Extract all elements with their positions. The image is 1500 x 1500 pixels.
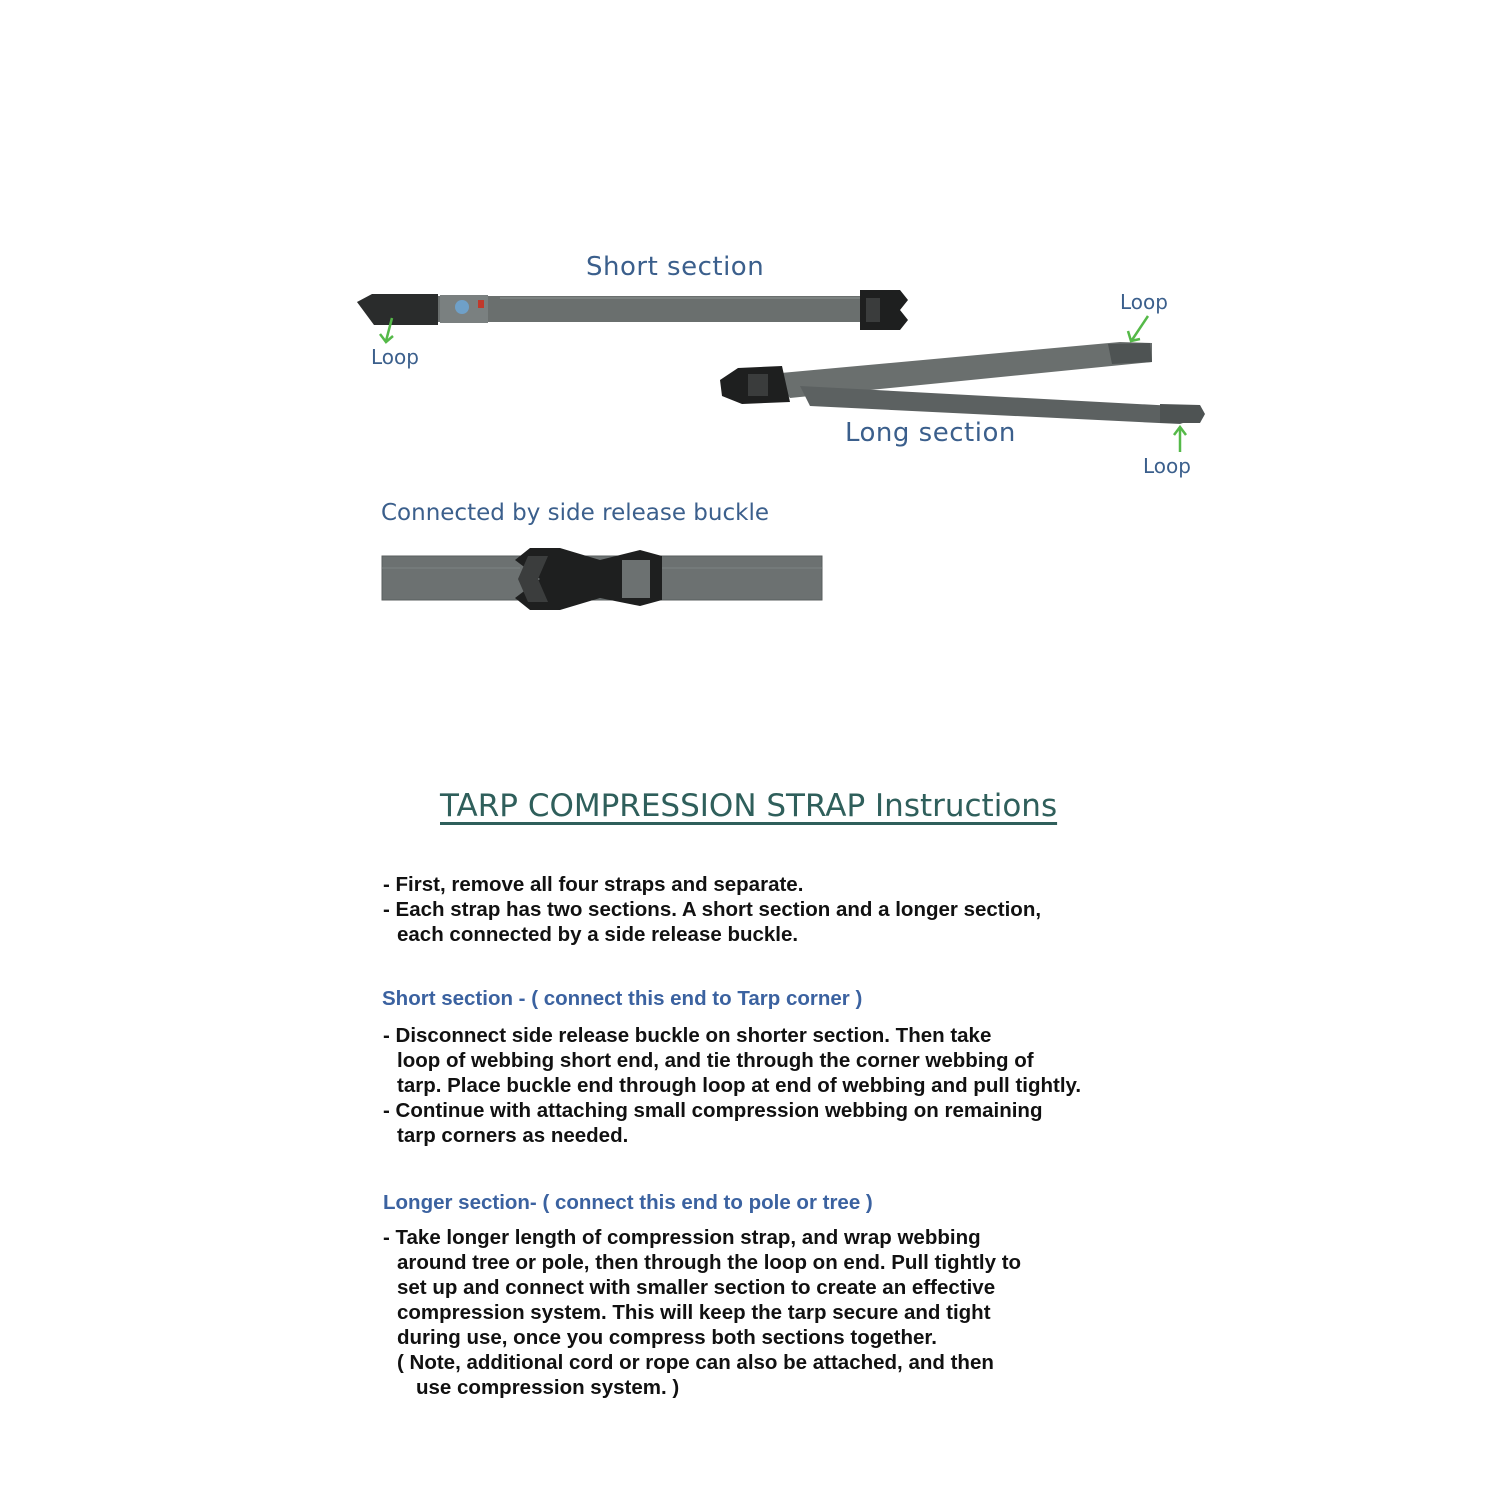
short-section-label: Short section [586, 252, 765, 282]
intro-line: - First, remove all four straps and separate. [383, 873, 804, 896]
intro-line: each connected by a side release buckle. [397, 923, 799, 946]
long-line: compression system. This will keep the tarp secure and tight [397, 1301, 991, 1324]
long-section-strap [720, 342, 1205, 424]
short-line: - Continue with attaching small compression webbing on remaining [383, 1099, 1043, 1122]
long-loop-arrow-top [1128, 316, 1148, 341]
connected-label: Connected by side release buckle [381, 500, 769, 526]
instructions-title: TARP COMPRESSION STRAP Instructions [440, 788, 1058, 824]
longer-section-heading: Longer section- ( connect this end to pole or tree ) [383, 1191, 873, 1214]
short-line: tarp. Place buckle end through loop at end of webbing and pull tightly. [397, 1074, 1082, 1097]
short-section-paragraph [383, 1023, 1081, 1148]
short-section-heading: Short section - ( connect this end to Tarp corner ) [382, 987, 863, 1010]
loop-label-short: Loop [371, 345, 419, 369]
intro-line: - Each strap has two sections. A short section and a longer section, [383, 898, 1042, 921]
short-section-strap [357, 290, 908, 330]
short-line: - Disconnect side release buckle on shorter section. Then take [383, 1024, 992, 1047]
short-line: loop of webbing short end, and tie through the corner webbing of [397, 1049, 1034, 1072]
long-line: use compression system. ) [416, 1376, 680, 1399]
loop-label-long-bottom: Loop [1143, 454, 1191, 478]
longer-section-paragraph [383, 1225, 1021, 1400]
connected-strap [382, 548, 822, 610]
short-line: tarp corners as needed. [397, 1124, 629, 1147]
long-line: during use, once you compress both sections together. [397, 1326, 937, 1349]
loop-label-long-top: Loop [1120, 290, 1168, 314]
long-section-label: Long section [845, 418, 1016, 448]
long-line: set up and connect with smaller section to create an effective [397, 1276, 996, 1299]
long-line: around tree or pole, then through the loop on end. Pull tightly to [397, 1251, 1022, 1274]
intro-paragraph [383, 872, 1041, 947]
long-line: ( Note, additional cord or rope can also be attached, and then [397, 1351, 994, 1374]
long-line: - Take longer length of compression strap, and wrap webbing [383, 1226, 981, 1249]
long-loop-arrow-bottom [1174, 427, 1186, 452]
